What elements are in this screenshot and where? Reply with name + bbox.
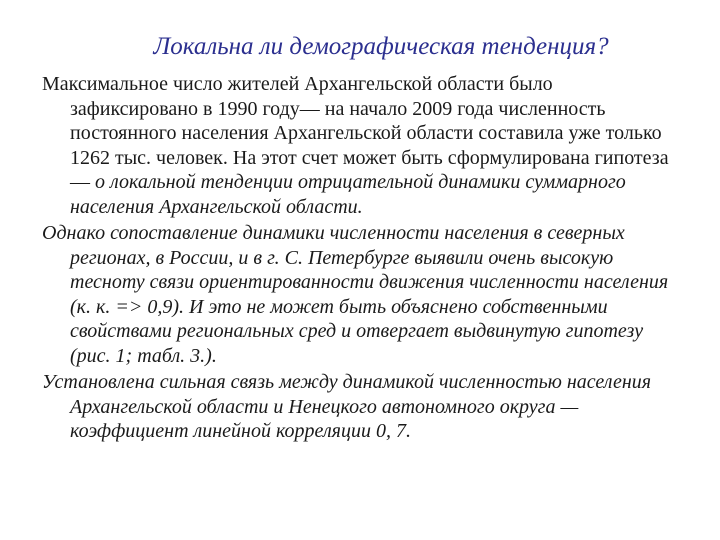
paragraph-correlation: Установлена сильная связь между динамикой численностью населения Архангельской области и Ненецкого автономного округа — коэффициент линейной корреляции 0, 7. [42, 371, 652, 442]
paragraph-population-decline [42, 72, 680, 219]
slide-title: Локальна ли демографическая тенденция? [153, 33, 609, 60]
paragraph-lead-text: Максимальное число жителей Архангельской области было зафиксировано в 1990 году— на начало 2009 года численность постоянного населения Архангельской области составила уже только 1262 тыс. человек. На этот счет может быть сформулирована гипотеза — [42, 73, 669, 193]
paragraph-comparison: Однако сопоставление динамики численности населения в северных регионах, в России, и в г. С. Петербурге выявили очень высокую тесноту связи ориентированности движения численности населения (к. к. => 0,9). И это не может быть объяснено собственными свойствами региональных сред и отвергает выдвинутую гипотезу (рис. 1; табл. 3.). [42, 222, 669, 367]
hypothesis-text: о локальной тенденции отрицательной динамики суммарного населения Архангельской области. [70, 171, 626, 218]
